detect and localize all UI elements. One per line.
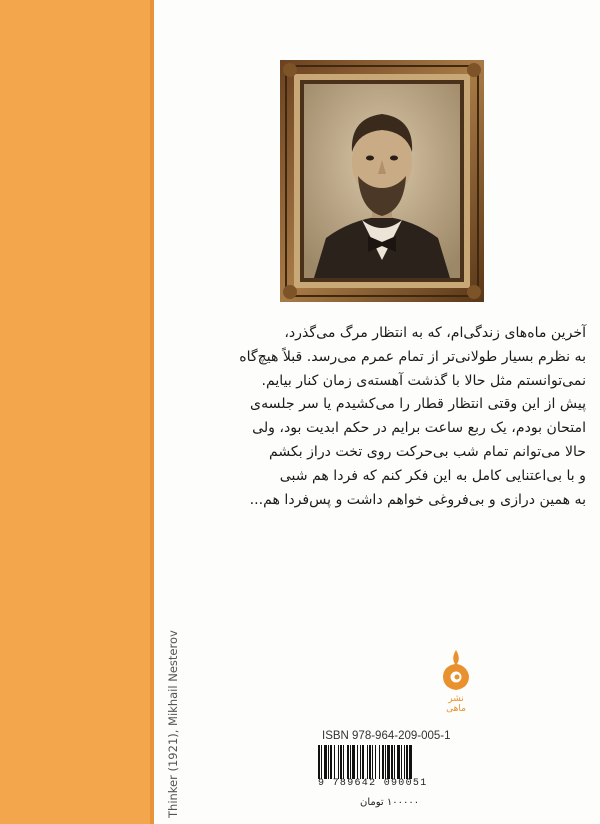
barcode-bar: [397, 745, 400, 779]
barcode-bar: [379, 745, 380, 779]
barcode-bar: [385, 745, 386, 779]
barcode-bar: [369, 745, 371, 779]
framed-portrait: [280, 60, 484, 302]
barcode-bar: [352, 745, 355, 779]
blurb-line: پیش از این وقتی انتظار قطار را می‌کشیدم یا سر جلسه‌ی: [250, 396, 586, 413]
barcode-digits: 9 789642 090051: [318, 778, 428, 789]
barcode-bar: [340, 745, 342, 779]
barcode-bar: [357, 745, 358, 779]
fish-logo-icon: [437, 648, 475, 692]
back-cover-blurb: [182, 322, 586, 512]
blurb-line: آخرین ماه‌های زندگی‌ام، که به انتظار مرگ می‌گذرد،: [284, 325, 586, 341]
barcode-bar: [404, 745, 405, 779]
barcode-bar: [406, 745, 408, 779]
barcode-bar: [367, 745, 368, 779]
blurb-line: به همین درازی و بی‌فروغی خواهم داشت و پس‌فردا هم...: [249, 491, 586, 508]
barcode-bar: [382, 745, 384, 779]
blurb-line: امتحان بودم، یک ربع ساعت برایم در حکم ابدیت بود، ولی: [252, 420, 586, 437]
publisher-name: نشر ماهی: [446, 694, 466, 714]
barcode-bar: [350, 745, 351, 779]
spine-fold-line: [150, 0, 154, 824]
barcode-bar: [330, 745, 332, 779]
price: ۱۰۰۰۰۰ تومان: [360, 797, 420, 808]
barcode-bar: [372, 745, 373, 779]
barcode-icon: [316, 745, 448, 779]
barcode-bar: [401, 745, 402, 779]
barcode-bar: [324, 745, 327, 779]
barcode-bar: [338, 745, 339, 779]
barcode-bar: [394, 745, 395, 779]
blurb-line: و با بی‌اعتنایی کامل به این فکر کنم که فردا هم شبی: [279, 467, 586, 484]
barcode-bar: [391, 745, 393, 779]
barcode-bar: [375, 745, 376, 779]
blurb-line: نمی‌توانستم مثل حالا با گذشت آهسته‌ی زمان کنار بیایم.: [261, 372, 586, 389]
barcode-bar: [321, 745, 322, 779]
barcode-bar: [334, 745, 335, 779]
orange-spine-band: [0, 0, 152, 824]
barcode-bar: [328, 745, 329, 779]
barcode-bar: [318, 745, 320, 779]
barcode-bar: [360, 745, 361, 779]
barcode-bar: [362, 745, 364, 779]
barcode-bar: [387, 745, 390, 779]
barcode-bar: [343, 745, 344, 779]
publisher-logo: [437, 648, 475, 714]
isbn: ISBN 978-964-209-005-1: [322, 730, 451, 742]
blurb-line: حالا می‌توانم تمام شب بی‌حرکت روی تخت دراز بکشم: [268, 443, 586, 460]
barcode-bar: [347, 745, 349, 779]
blurb-line: به نظرم بسیار طولانی‌تر از تمام عمرم می‌رسد. قبلاً هیچ‌گاه: [239, 348, 586, 365]
portrait-frame-icon: [280, 60, 484, 302]
barcode-bar: [409, 745, 412, 779]
image-credit: Thinker (1921), Mikhail Nesterov: [166, 630, 180, 818]
